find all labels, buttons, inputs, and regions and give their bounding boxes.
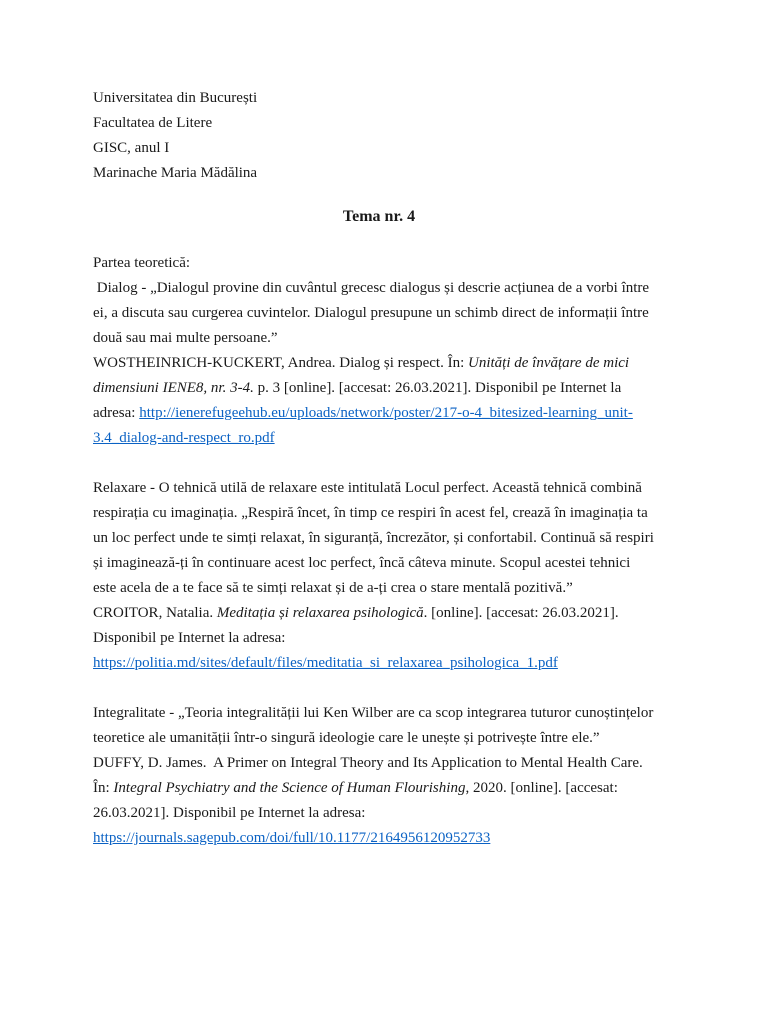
reference-line [93, 376, 665, 401]
reference-author: CROITOR, Natalia. [93, 605, 217, 621]
reference-link-cont[interactable]: 3.4_dialog-and-respect_ro.pdf [93, 430, 275, 446]
reference-line [93, 776, 665, 801]
reference-details: , 2020. [online]. [accesat: [465, 780, 618, 796]
faculty-name: Facultatea de Litere [93, 115, 213, 131]
reference-line [93, 826, 665, 851]
entry-text-line: Relaxare - O tehnică utilă de relaxare este intitulată Locul perfect. Această tehnică combină [93, 480, 642, 496]
entry-text-line: două sau mai multe persoane.” [93, 330, 278, 346]
reference-line [93, 601, 665, 626]
reference-line [93, 351, 665, 376]
reference-line [93, 651, 665, 676]
entry-text-line: Integralitate - „Teoria integralității lui Ken Wilber are ca scop integrarea tuturor cunoștințelor [93, 705, 654, 721]
reference-title: Meditația și relaxarea psihologică [216, 605, 424, 621]
reference-link[interactable]: https://journals.sagepub.com/doi/full/10.1177/2164956120952733 [93, 830, 491, 846]
reference-title-cont: dimensiuni IENE8, nr. 3-4. [93, 380, 254, 396]
entry-relaxare [93, 476, 665, 676]
reference-line [93, 426, 665, 451]
reference-line [93, 401, 665, 426]
program-name: GISC, anul I [93, 140, 170, 156]
document-page [93, 86, 665, 851]
reference-details: . [online]. [accesat: 26.03.2021]. [423, 605, 619, 621]
entry-text-line: un loc perfect unde te simți relaxat, în siguranță, încrezător, și confortabil. Continuă să respiri [93, 530, 654, 546]
entry-integralitate [93, 701, 665, 851]
entry-dialog [93, 276, 665, 451]
university-name: Universitatea din București [93, 90, 258, 106]
entry-text-line: ei, a discuta sau curgerea cuvintelor. Dialogul presupune un schimb direct de informații între [93, 305, 649, 321]
reference-address-label: adresa: [93, 405, 140, 421]
reference-link[interactable]: http://ienerefugeehub.eu/uploads/network/poster/217-o-4_bitesized-learning_unit- [139, 405, 633, 421]
reference-link[interactable]: https://politia.md/sites/default/files/meditatia_si_relaxarea_psihologica_1.pdf [93, 655, 558, 671]
reference-address-label: Disponibil pe Internet la adresa: [93, 630, 286, 646]
entry-text-line: teoretice ale umanității într-o singură ideologie care le unește și potrivește între ele.” [93, 730, 600, 746]
entry-text-line: Dialog - „Dialogul provine din cuvântul grecesc dialogus și descrie acțiunea de a vorbi între [93, 280, 650, 296]
entry-text-line: este acela de a te face să te simți relaxat și de a-ți crea o stare mentală pozitivă.” [93, 580, 573, 596]
reference-line: DUFFY, D. James. A Primer on Integral Theory and Its Application to Mental Health Care. [93, 755, 643, 771]
reference-title: Integral Psychiatry and the Science of Human Flourishing [113, 780, 466, 796]
reference-author: WOSTHEINRICH-KUCKERT, Andrea. Dialog și respect. În: [93, 355, 468, 371]
entry-text-line: și imaginează-ți în continuare acest loc perfect, încă câteva minute. Scopul acestei tehnici [93, 555, 631, 571]
entry-text-line: respirația cu imaginația. „Respiră încet, în timp ce respiri în acest fel, crează în imaginația ta [93, 505, 648, 521]
author-name: Marinache Maria Mădălina [93, 165, 258, 181]
document-header [93, 86, 665, 186]
reference-prefix: În: [93, 780, 114, 796]
reference-address-label: 26.03.2021]. Disponibil pe Internet la adresa: [93, 805, 366, 821]
document-title: Tema nr. 4 [342, 208, 416, 225]
section-label: Partea teoretică: [93, 255, 191, 271]
reference-title: Unități de învățare de mici [468, 355, 630, 371]
reference-details: p. 3 [online]. [accesat: 26.03.2021]. Disponibil pe Internet la [253, 380, 622, 396]
